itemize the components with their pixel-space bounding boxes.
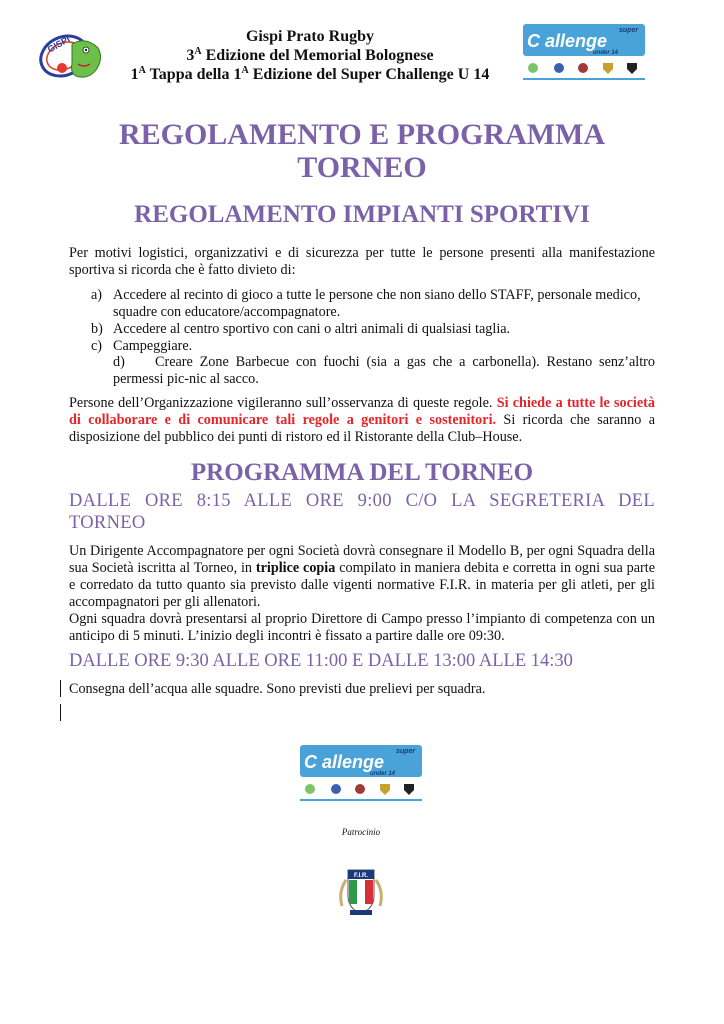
squadra-paragraph: Ogni squadra dovrà presentarsi al proprio Direttore di Campo presso l’impianto di competenza con un anticipo di 5 minuti. L’inizio degli incontri è fissato a partire dalle ore 09:30. — [69, 611, 655, 644]
intro-paragraph: Per motivi logistici, organizzativi e di sicurezza per tutte le persone presenti alla manifestazione sportiva si ricorda che è fatto divieto di: — [69, 245, 655, 278]
organizzazione-paragraph: Persone dell’Organizzazione vigileranno sull’osservanza di queste regole. Si chiede a tutte le società di collaborare e di comunicare tali regole a genitori e sostenitori. Si ricorda che saranno a disposizione del pubblico dei punti di ristoro ed il Ristorante della Club–House. — [69, 395, 655, 445]
list-item: b) Accedere al centro sportivo con cani o altri animali di qualsiasi taglia. — [91, 321, 511, 337]
svg-text:super: super — [396, 748, 416, 755]
change-bar — [60, 680, 61, 697]
list-item-d-marker: d) — [113, 354, 125, 370]
gispi-logo-text: GISPI — [45, 33, 72, 55]
fir-logo — [338, 866, 384, 920]
challenge-logo-bottom — [300, 745, 422, 801]
svg-text:F.I.R.: F.I.R. — [353, 873, 369, 879]
header-line-2: $3^A$ Edizione del Memorial Bolognese — [186, 46, 434, 64]
svg-text:super: super — [619, 27, 639, 34]
schedule-heading-1-line-2: TORNEO — [69, 513, 146, 533]
list-item-d — [113, 354, 655, 388]
rules-list — [91, 287, 655, 355]
gispi-logo — [34, 24, 106, 82]
impianti-title: REGOLAMENTO IMPIANTI SPORTIVI — [134, 201, 590, 228]
schedule-heading-1: DALLE ORE 8:15 ALLE ORE 9:00 C/O LA SEGRETERIA DEL — [69, 491, 655, 511]
challenge-logo-top — [523, 24, 645, 80]
programma-title: PROGRAMMA DEL TORNEO — [190, 459, 534, 486]
header-line-3: $1^A$ Tappa della $1^A$ Edizione del Super Challenge U 14 — [130, 65, 490, 83]
patrocinio-label: Patrocinio — [341, 827, 381, 837]
svg-text:C allenge: C allenge — [527, 31, 608, 51]
svg-text:under 14: under 14 — [370, 771, 396, 777]
highlighted-request: Si chiede a tutte le società di collaborare e di comunicare tali regole a genitori e sostenitori. — [69, 395, 655, 428]
schedule-heading-2: DALLE ORE 9:30 ALLE ORE 11:00 E DALLE 13:00 ALLE 14:30 — [69, 651, 573, 671]
list-item-d-text: Creare Zone Barbecue con fuochi (sia a gas che a carbonella). Restano senz’altro permessi pic-nic al sacco. — [113, 354, 655, 387]
list-item: a) Accedere al recinto di gioco a tutte le persone che non siano dello STAFF, personale medico, squadre con educatore/accompagnatore. — [91, 287, 641, 320]
main-title — [40, 118, 684, 184]
list-item: c) Campeggiare. — [91, 338, 193, 354]
svg-text:under 14: under 14 — [593, 50, 619, 56]
header-block — [110, 27, 510, 84]
change-bar — [60, 704, 61, 721]
dirigente-paragraph: Un Dirigente Accompagnatore per ogni Società dovrà consegnare il Modello B, per ogni Squadra della sua Società iscritta al Torneo, in triplice copia compilato in maniera debita e corretta in ogni sua parte e corredato da tutto quanto sia previsto dalle vigenti normative F.I.R. in materia per gli atleti, per gli accompagnatori per gli allenatori. — [69, 543, 656, 610]
header-line-1: Gispi Prato Rugby — [245, 28, 374, 45]
svg-text:C allenge: C allenge — [304, 752, 385, 772]
acqua-paragraph: Consegna dell’acqua alle squadre. Sono previsti due prelievi per squadra. — [69, 681, 486, 697]
main-title-line-1: REGOLAMENTO E PROGRAMMA — [118, 118, 606, 151]
main-title-line-2: TORNEO — [297, 151, 427, 184]
